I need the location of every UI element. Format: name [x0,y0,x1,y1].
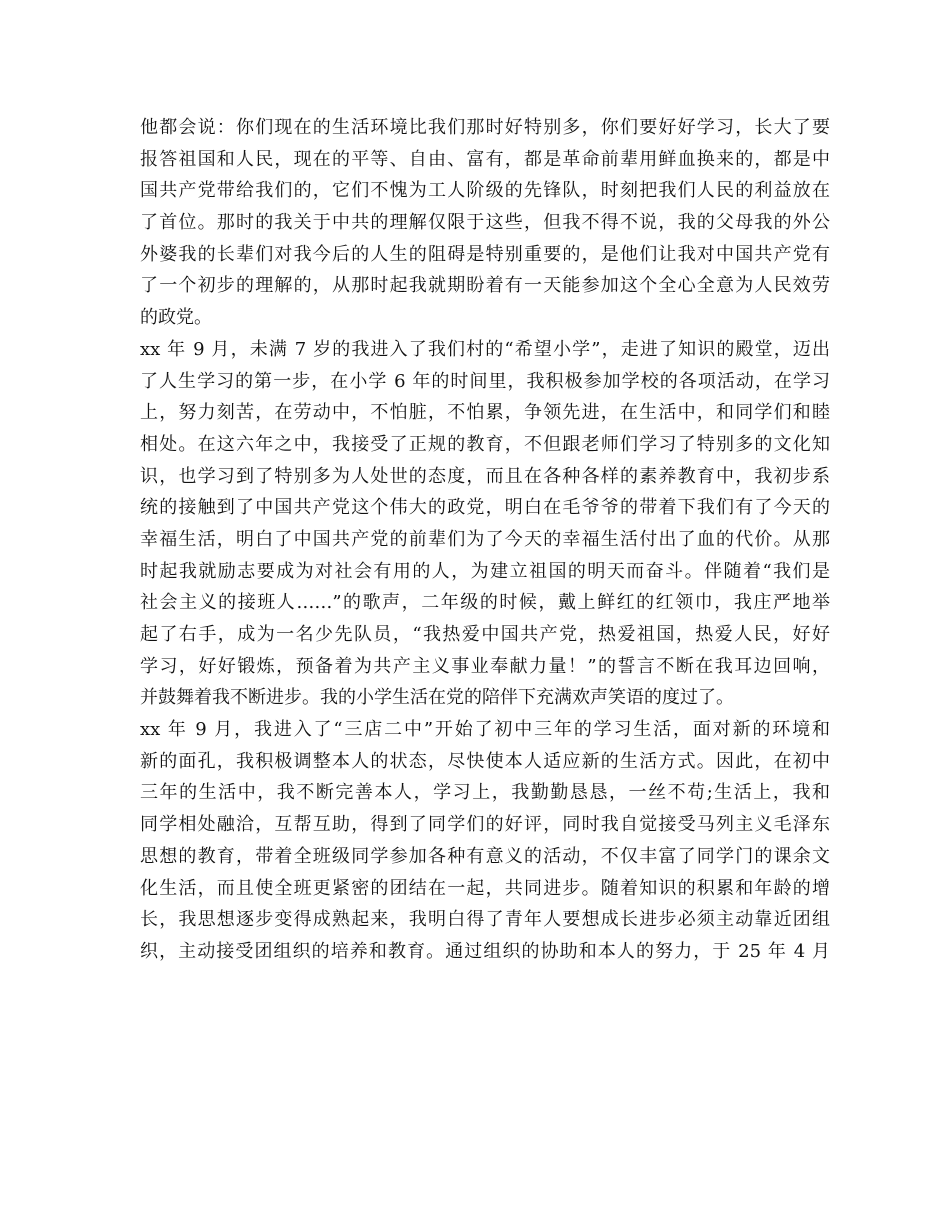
text-line: 统的接触到了中国共产党这个伟大的政党，明白在毛爷爷的带着下我们有了今天的 [140,497,830,519]
text-line: xx 年 9 月，未满 7 岁的我进入了我们村的“希望小学”，走进了知识的殿堂，迈出 [140,338,830,360]
body-text [140,112,830,968]
text-line: 时起我就励志要成为对社会有用的人，为建立祖国的明天而奋斗。伴随着“我们是 [140,560,830,582]
text-line: 新的面孔，我积极调整本人的状态，尽快使本人适应新的生活方式。因此，在初中 [140,750,830,772]
text-line: 长，我思想逐步变得成熟起来，我明白得了青年人要想成长进步必须主动靠近团组 [140,909,830,931]
text-line: 国共产党带给我们的，它们不愧为工人阶级的先锋队，时刻把我们人民的利益放在 [140,180,830,202]
text-line: 学习，好好锻炼，预备着为共产主义事业奉献力量！”的誓言不断在我耳边回响， [140,655,830,677]
text-line: 了首位。那时的我关于中共的理解仅限于这些，但我不得不说，我的父母我的外公 [140,212,830,234]
text-line: 织，主动接受团组织的培养和教育。通过组织的协助和本人的努力，于 25 年 4 月 [140,940,830,962]
text-line: 幸福生活，明白了中国共产党的前辈们为了今天的幸福生活付出了血的代价。从那 [140,528,830,550]
text-line: 报答祖国和人民，现在的平等、自由、富有，都是革命前辈用鲜血换来的，都是中 [140,148,830,170]
text-line: 他都会说：你们现在的生活环境比我们那时好特别多，你们要好好学习，长大了要 [140,117,830,138]
text-line: 外婆我的长辈们对我今后的人生的阻碍是特别重要的，是他们让我对中国共产党有 [140,243,830,265]
text-line: 同学相处融洽，互帮互助，得到了同学们的好评，同时我自觉接受马列主义毛泽东 [140,814,830,836]
text-line: 了一个初步的理解的，从那时起我就期盼着有一天能参加这个全心全意为人民效劳 [140,275,830,297]
text-line: xx 年 9 月，我进入了“三店二中”开始了初中三年的学习生活，面对新的环境和 [140,719,830,741]
text-line: 三年的生活中，我不断完善本人，学习上，我勤勤恳恳，一丝不苟;生活上，我和 [140,782,830,804]
text-line: 并鼓舞着我不断进步。我的小学生活在党的陪伴下充满欢声笑语的度过了。 [140,687,734,709]
text-line: 化生活，而且使全班更紧密的团结在一起，共同进步。随着知识的积累和年龄的增 [140,877,830,899]
text-line: 思想的教育，带着全班级同学参加各种有意义的活动，不仅丰富了同学门的课余文 [140,845,830,867]
text-line: 了人生学习的第一步，在小学 6 年的时间里，我积极参加学校的各项活动，在学习 [140,370,830,392]
text-line: 的政党。 [140,307,212,329]
text-line: 社会主义的接班人……”的歌声，二年级的时候，戴上鲜红的红领巾，我庄严地举 [140,592,830,614]
text-line: 起了右手，成为一名少先队员，“我热爱中国共产党，热爱祖国，热爱人民，好好 [140,624,830,645]
text-line: 识，也学习到了特别多为人处世的态度，而且在各种各样的素养教育中，我初步系 [140,465,830,487]
text-line: 相处。在这六年之中，我接受了正规的教育，不但跟老师们学习了特别多的文化知 [140,433,830,455]
text-line: 上，努力刻苦，在劳动中，不怕脏，不怕累，争领先进，在生活中，和同学们和睦 [140,402,830,424]
